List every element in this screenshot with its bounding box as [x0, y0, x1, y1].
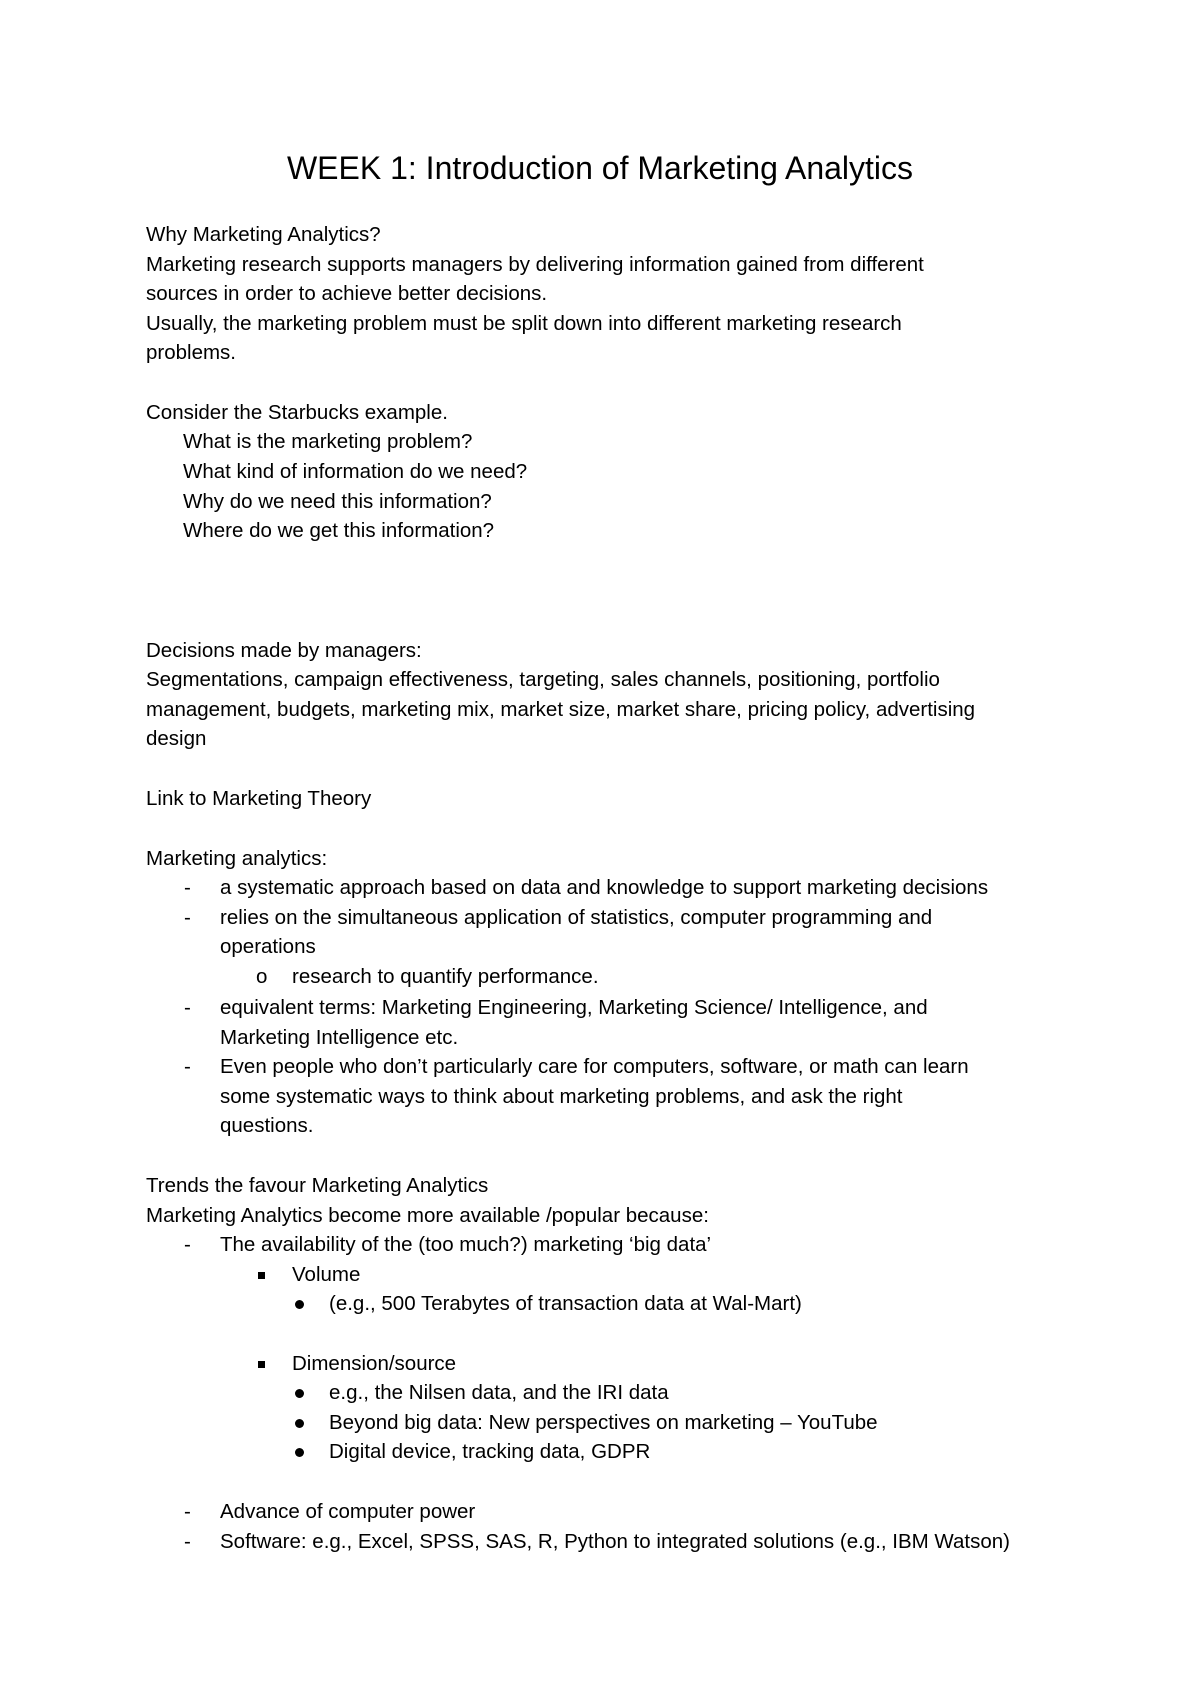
- sub-sub-list-item: (e.g., 500 Terabytes of transaction data at Wal-Mart): [329, 1292, 802, 1315]
- dash-bullet: -: [184, 1530, 191, 1553]
- list-item: The availability of the (too much?) marketing ‘big data’: [220, 1233, 712, 1256]
- square-bullet: [258, 1361, 265, 1368]
- paragraph-line: Marketing research supports managers by delivering information gained from different: [146, 253, 924, 276]
- list-item: equivalent terms: Marketing Engineering, Marketing Science/ Intelligence, and: [220, 996, 928, 1019]
- list-item: relies on the simultaneous application of statistics, computer programming and: [220, 906, 933, 929]
- sub-sub-list-item: e.g., the Nilsen data, and the IRI data: [329, 1381, 669, 1404]
- square-bullet: [258, 1272, 265, 1279]
- dash-bullet: -: [184, 906, 191, 929]
- list-item: Software: e.g., Excel, SPSS, SAS, R, Python to integrated solutions (e.g., IBM Watson): [220, 1530, 1010, 1553]
- sub-list-item: Volume: [292, 1263, 361, 1286]
- list-item-continuation: Marketing Intelligence etc.: [220, 1026, 459, 1049]
- circle-bullet: o: [256, 965, 268, 988]
- section-heading-trends: Trends the favour Marketing Analytics: [146, 1174, 489, 1197]
- question-line: Why do we need this information?: [183, 490, 492, 513]
- paragraph-line: sources in order to achieve better decisions.: [146, 282, 548, 305]
- list-item: a systematic approach based on data and knowledge to support marketing decisions: [220, 876, 989, 899]
- round-bullet: [295, 1419, 304, 1428]
- sub-sub-list-item: Digital device, tracking data, GDPR: [329, 1440, 651, 1463]
- list-item-continuation: some systematic ways to think about marketing problems, and ask the right: [220, 1085, 903, 1108]
- section-heading-link: Link to Marketing Theory: [146, 787, 372, 810]
- paragraph-line: design: [146, 727, 207, 750]
- paragraph-line: problems.: [146, 341, 237, 364]
- question-line: What kind of information do we need?: [183, 460, 528, 483]
- paragraph-line: Segmentations, campaign effectiveness, targeting, sales channels, positioning, portfolio: [146, 668, 940, 691]
- question-line: What is the marketing problem?: [183, 430, 473, 453]
- section-heading-starbucks: Consider the Starbucks example.: [146, 401, 448, 424]
- section-heading-decisions: Decisions made by managers:: [146, 639, 422, 662]
- list-item: Even people who don’t particularly care for computers, software, or math can learn: [220, 1055, 969, 1078]
- document-title: WEEK 1: Introduction of Marketing Analytics: [286, 150, 914, 186]
- section-subheading: Marketing Analytics become more available /popular because:: [146, 1204, 709, 1227]
- round-bullet: [295, 1389, 304, 1398]
- list-item-continuation: operations: [220, 935, 316, 958]
- question-line: Where do we get this information?: [183, 519, 495, 542]
- paragraph-line: management, budgets, marketing mix, market size, market share, pricing policy, advertising: [146, 698, 976, 721]
- sub-list-item: research to quantify performance.: [292, 965, 599, 988]
- round-bullet: [295, 1300, 304, 1309]
- list-item: Advance of computer power: [220, 1500, 476, 1523]
- section-heading-analytics: Marketing analytics:: [146, 847, 328, 870]
- sub-list-item: Dimension/source: [292, 1352, 457, 1375]
- dash-bullet: -: [184, 1233, 191, 1256]
- dash-bullet: -: [184, 1500, 191, 1523]
- round-bullet: [295, 1448, 304, 1457]
- sub-sub-list-item: Beyond big data: New perspectives on marketing – YouTube: [329, 1411, 878, 1434]
- dash-bullet: -: [184, 876, 191, 899]
- section-heading-why: Why Marketing Analytics?: [146, 223, 381, 246]
- dash-bullet: -: [184, 996, 191, 1019]
- paragraph-line: Usually, the marketing problem must be split down into different marketing research: [146, 312, 902, 335]
- list-item-continuation: questions.: [220, 1114, 314, 1137]
- dash-bullet: -: [184, 1055, 191, 1078]
